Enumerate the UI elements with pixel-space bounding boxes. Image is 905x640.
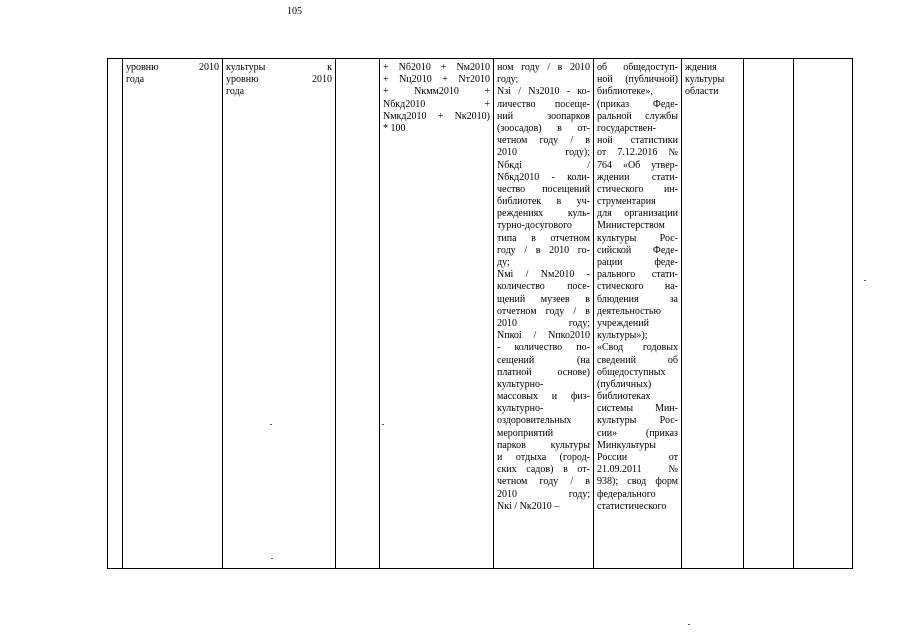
cell-line: Nкi / Nк2010 –	[497, 500, 560, 512]
cell-line: и отдыха (город-	[497, 452, 590, 463]
scan-speck	[864, 280, 866, 281]
cell-lines	[383, 62, 490, 135]
cell-line: государствен-	[597, 122, 656, 134]
scan-speck	[271, 558, 273, 559]
cell-line: уровню 2010	[126, 62, 219, 73]
cell-line: Nбкдi /	[497, 159, 590, 171]
table-cell-col6	[494, 59, 594, 569]
cell-line: культуры Рос-	[597, 415, 678, 427]
cell-line: для организации	[597, 208, 678, 220]
cell-line: библиотеке»,	[597, 86, 653, 98]
cell-line: ном году / в 2010	[497, 62, 590, 73]
cell-line: (зоосадов) в от-	[497, 122, 590, 134]
cell-line: личество посеще-	[497, 98, 590, 110]
cell-line: 2010 году);	[497, 147, 590, 159]
cell-line: году;	[497, 74, 519, 86]
cell-line: Nпкоi / Nпко2010	[497, 330, 590, 342]
scan-speck	[688, 624, 690, 625]
cell-line: года	[226, 86, 245, 98]
cell-line: (публичных)	[597, 378, 652, 390]
table-cell-col1	[108, 59, 123, 569]
cell-line: 2010 году;	[497, 488, 590, 500]
cell-lines	[497, 62, 590, 513]
cell-line: массовых и физ-	[497, 391, 590, 403]
cell-line: «Свод годовых	[597, 342, 678, 354]
table-cell-col7	[594, 59, 682, 569]
cell-line: культурно-	[497, 403, 544, 415]
cell-line: Минкультуры	[597, 439, 656, 451]
cell-line: блюдения за	[597, 293, 678, 305]
cell-line: (приказ Феде-	[597, 98, 678, 110]
cell-line: культуры Рос-	[597, 232, 678, 244]
cell-line: об общедоступ-	[597, 62, 678, 73]
scan-speck	[382, 424, 384, 425]
cell-line: сведений об	[597, 354, 678, 366]
cell-line: Nбкд2010 - коли-	[497, 171, 590, 183]
cell-line: - количество по-	[497, 342, 590, 354]
cell-line: ждении стати-	[597, 171, 678, 183]
cell-line: статистического	[597, 500, 667, 512]
cell-lines	[685, 62, 740, 99]
table-cell-col2	[123, 59, 223, 569]
page-number: 105	[287, 6, 302, 17]
cell-line: культуры»);	[597, 330, 648, 342]
cell-line: стического ин-	[597, 183, 678, 195]
cell-line: сещений (на	[497, 354, 590, 366]
cell-line: стического на-	[597, 281, 678, 293]
cell-line: 2010 году;	[497, 317, 590, 329]
cell-line: культурно-	[497, 378, 544, 390]
cell-line: 764 «Об утвер-	[597, 159, 678, 171]
table-cell-col3	[223, 59, 336, 569]
cell-line: щений музеев в	[497, 293, 590, 305]
cell-line: библиотеках	[597, 391, 651, 403]
cell-line: сийской Феде-	[597, 244, 678, 256]
cell-line: платной основе)	[497, 366, 590, 378]
cell-line: турно-досугового	[497, 220, 572, 232]
cell-line: ду;	[497, 257, 510, 268]
cell-line: ний зоопарков	[497, 110, 590, 122]
cell-line: Nбкд2010 +	[383, 98, 490, 110]
cell-line: количество посе-	[497, 281, 590, 293]
cell-line: от 7.12.2016 №	[597, 147, 678, 159]
cell-line: чество посещений	[497, 183, 590, 195]
cell-line: общедоступных	[597, 366, 666, 378]
cell-line: культуры	[685, 74, 725, 86]
cell-line: рации феде-	[597, 257, 678, 268]
table-cell-col5	[380, 59, 494, 569]
table-cell-col10	[794, 59, 853, 569]
cell-line: типа в отчетном	[497, 232, 590, 244]
cell-line: парков культуры	[497, 439, 590, 451]
cell-line: 21.09.2011 №	[597, 464, 678, 476]
cell-line: + Nкмм2010 +	[383, 86, 490, 98]
cell-line: * 100	[383, 122, 406, 134]
cell-line: 938); свод форм	[597, 476, 678, 488]
cell-line: Министерством	[597, 220, 665, 232]
cell-line: оздоровительных	[497, 415, 572, 427]
cell-line: года	[126, 74, 145, 86]
table-cell-col8	[682, 59, 744, 569]
table-cell-col4	[336, 59, 380, 569]
cell-line: ждения	[685, 62, 717, 73]
document-table	[107, 58, 853, 569]
cell-line: ной (публичной)	[597, 74, 678, 86]
scan-speck	[270, 424, 272, 425]
cell-lines	[126, 62, 219, 86]
table-cell-col9	[744, 59, 794, 569]
cell-line: федерального	[597, 488, 656, 500]
cell-line: + Nц2010 + Nт2010	[383, 74, 490, 86]
cell-line: системы Мин-	[597, 403, 678, 415]
cell-line: году / в 2010 го-	[497, 244, 590, 256]
cell-line: сии» (приказ	[597, 427, 678, 439]
cell-line: четном году / в	[497, 476, 590, 488]
cell-line: культуры к	[226, 62, 332, 73]
cell-line: области	[685, 86, 719, 98]
cell-lines	[226, 62, 332, 99]
cell-line: России от	[597, 452, 678, 463]
cell-line: Nмкд2010 + Nк2010)	[383, 110, 490, 122]
cell-line: мероприятий	[497, 427, 554, 439]
cell-line: уровню 2010	[226, 74, 332, 86]
cell-line: ральной службы	[597, 110, 678, 122]
cell-line: струментария	[597, 196, 656, 208]
cell-lines	[597, 62, 678, 513]
cell-line: + Nб2010 + Nм2010	[383, 62, 490, 73]
cell-line: ной статистики	[597, 135, 678, 147]
table-row	[108, 59, 853, 569]
cell-line: ских садов) в от-	[497, 464, 590, 476]
cell-line: рального стати-	[597, 269, 678, 281]
cell-line: отчетном году / в	[497, 305, 590, 317]
cell-line: учреждений	[597, 317, 649, 329]
cell-line: четном году / в	[497, 135, 590, 147]
cell-line: реждениях куль-	[497, 208, 590, 220]
cell-line: библиотек в уч-	[497, 196, 590, 208]
cell-line: Nзi / Nз2010 - ко-	[497, 86, 590, 98]
cell-line: Nмi / Nм2010 -	[497, 269, 590, 281]
cell-line: деятельностью	[597, 305, 661, 317]
